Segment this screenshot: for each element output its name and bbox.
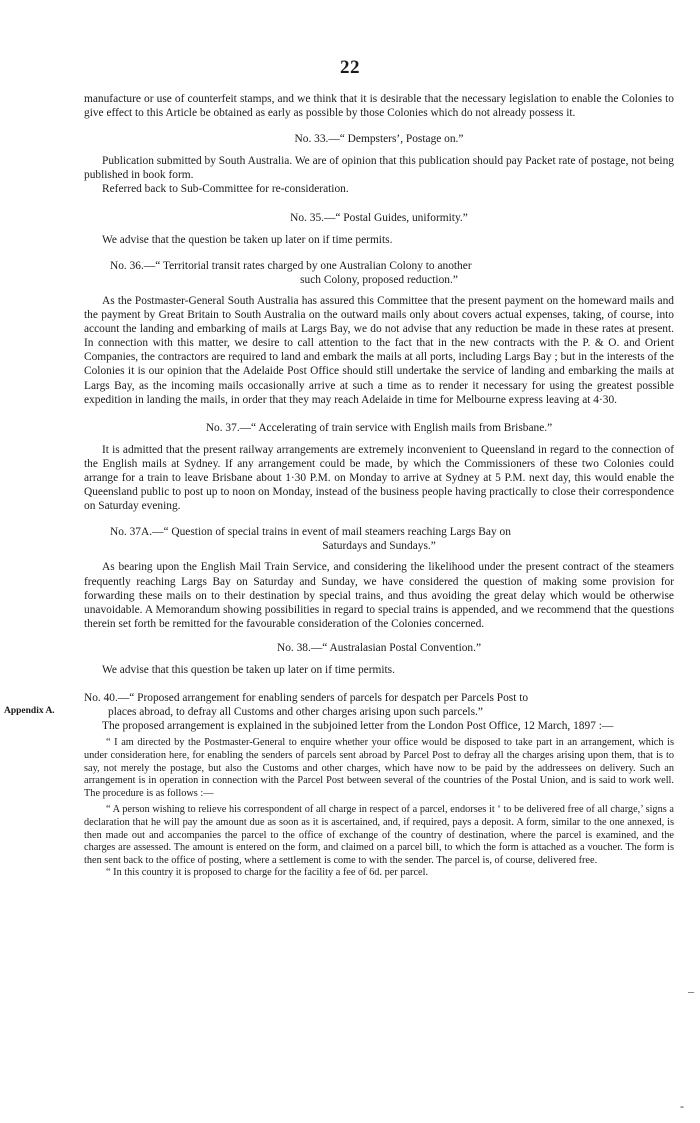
heading-no-38: No. 38.—“ Australasian Postal Convention.”: [276, 641, 482, 654]
paragraph-36: As the Postmaster-General South Australia has assured this Committee that the present payment on the homeward mails and the payment by Great Britain to South Australia on the outward mails only about covers actual expenses, taking, of course, into account the landing and embarking of mails at Largs Bay, we do not advise that any reduction be made in these rates at present. In connection with this matter, we desire to call attention to the fact that in the new contracts with the P. & O. and Orient Companies, the contractors are required to land and embark the mails at all ports, including Largs Bay ; but in the interests of the Colonies it is our opinion that the Adelaide Post Office should still undertake the service of landing and embarking the mails at Largs Bay, as the incoming mails occasionally arrive at such a time as to render it necessary for using the greatest possible expedition in landing the mails, in order that they may reach Adelaide in time for Melbourne express leaving at 4·30.: [84, 294, 674, 406]
paragraph-33-b: Referred back to Sub-Committee for re-consideration.: [102, 183, 349, 196]
paragraph-37: It is admitted that the present railway arrangements are extremely inconvenient to Queensland in regard to the connection of the English mails at Sydney. If any arrangement could be made, by which the Commissioners of these two Colonies could arrange for a train to leave Brisbane about 1·30 P.M. on Monday to arrive at Sydney at 5 P.M. next day, this would enable the Queensland public to post up to noon on Monday, instead of the business people having practically to close their correspondence on Saturday evening.: [84, 443, 674, 513]
quote-paragraph-1: “ I am directed by the Postmaster-General to enquire whether your office would be disposed to take part in an arrangement, which is under consideration here, for enabling the senders of parcels sent abroad by Parcel Post to defray all the charges arising upon them, that is to say, not merely the postage, but also the Customs and other charges, which have now to be paid by the addressees on delivery. Such an arrangement is in operation in connection with the Parcel Post between several of the countries of the Postal Union, and is said to work well. The procedure is as follows :—: [84, 737, 674, 799]
edge-mark-bottom: -: [680, 1099, 684, 1113]
paragraph-intro: manufacture or use of counterfeit stamps, and we think that it is desirable that the necessary legislation to enable the Colonies to give effect to this Article be obtained as early as possible by those Colonies which do not already possess it.: [84, 93, 674, 120]
heading-no-33: No. 33.—“ Dempsters’, Postage on.”: [294, 133, 464, 146]
quote-paragraph-3: “ In this country it is proposed to charge for the facility a fee of 6d. per parcel.: [106, 867, 429, 879]
heading-no-36-line-2: such Colony, proposed reduction.”: [300, 273, 458, 286]
paragraph-35: We advise that the question be taken up later on if time permits.: [102, 233, 393, 246]
paragraph-33-a: Publication submitted by South Australia. We are of opinion that this publication should pay Packet rate of postage, not being published in book form.: [84, 155, 674, 182]
heading-no-40-line-2: places abroad, to defray all Customs and other charges arising upon such parcels.”: [108, 706, 483, 719]
heading-no-37: No. 37.—“ Accelerating of train service with English mails from Brisbane.”: [205, 421, 553, 434]
text-column: [84, 92, 674, 880]
heading-no-37a: [84, 525, 674, 553]
margin-note-appendix: Appendix A.: [4, 706, 55, 716]
paragraph-40: The proposed arrangement is explained in the subjoined letter from the London Post Office, 12 March, 1897 :—: [102, 720, 614, 733]
heading-no-35: No. 35.—“ Postal Guides, uniformity.”: [290, 211, 468, 224]
paragraph-37a: As bearing upon the English Mail Train Service, and considering the likelihood under the present contract of the steamers frequently reaching Largs Bay on Saturday and Sunday, we have considered the question of making some provision for forwarding these mails on to their destination by special trains, and thus avoiding the great delay which would be otherwise unavoidable. A Memorandum showing possibilities in regard to special trains is appended, and we recommend that the questions therein set forth be remitted for the favourable consideration of the Colonies concerned.: [84, 561, 674, 630]
heading-no-36-line-1: No. 36.—“ Territorial transit rates charged by one Australian Colony to another: [110, 259, 472, 272]
edge-mark: –: [688, 984, 694, 998]
page-number: 22: [340, 57, 360, 78]
quote-paragraph-2: “ A person wishing to relieve his correspondent of all charge in respect of a parcel, endorses it ‘ to be delivered free of all charge,’ signs a declaration that he will pay the amount due as soon as it is ascertained, and, if required, pays a deposit. A form, similar to the one annexed, is then made out and accompanies the parcel to the office of exchange of the country of destination, where the parcel is examined, and the charges are assessed. The amount is entered on the form, and claimed on a parcel bill, to which the form is attached as a voucher. The form is then sent back to the office of posting, where a settlement is come to with the sender. The parcel is, of course, delivered free.: [84, 804, 674, 866]
heading-no-37a-line-2: Saturdays and Sundays.”: [322, 540, 436, 553]
heading-no-40: [84, 691, 674, 719]
heading-no-40-line-1: No. 40.—“ Proposed arrangement for enabling senders of parcels for despatch per Parcels Post to: [84, 692, 529, 705]
paragraph-38: We advise that this question be taken up later on if time permits.: [102, 664, 395, 676]
heading-no-36: [84, 259, 674, 287]
heading-no-37a-line-1: No. 37A.—“ Question of special trains in event of mail steamers reaching Largs Bay on: [110, 526, 511, 539]
